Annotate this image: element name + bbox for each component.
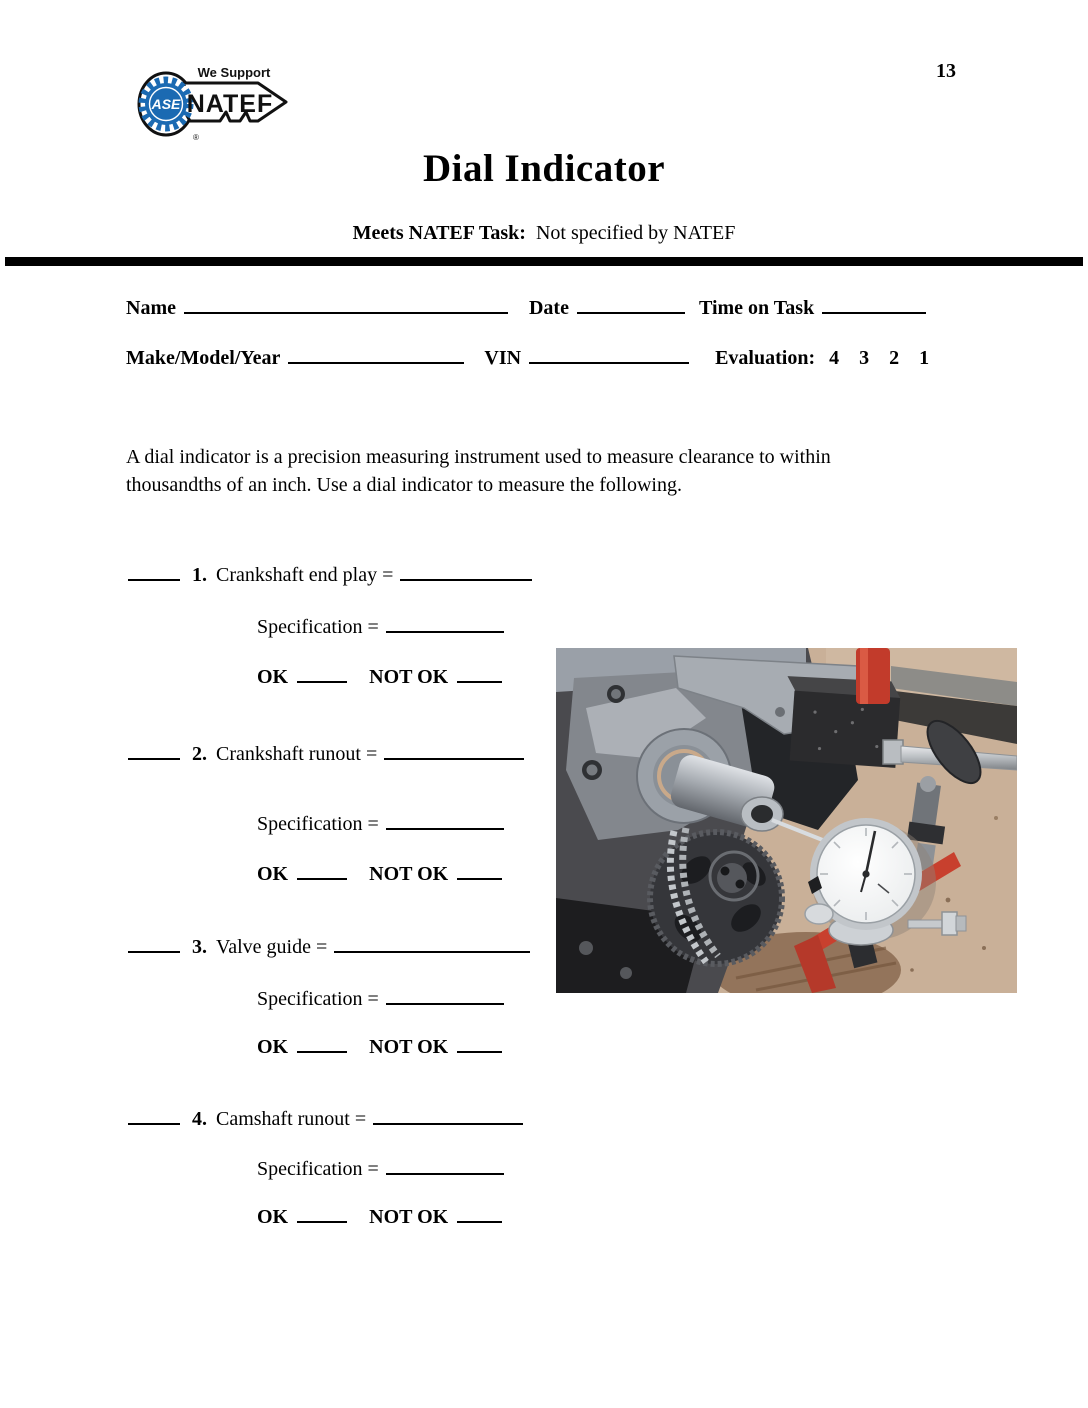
item-4-number: 4.: [192, 1108, 207, 1130]
item-2-ok-line: [257, 863, 502, 886]
item-3-ok-line: [257, 1036, 502, 1059]
meets-natef-task-label: Meets NATEF Task:: [352, 222, 526, 244]
evaluation-score-3: 3: [859, 347, 870, 369]
item-2-label: Crankshaft runout =: [216, 743, 378, 765]
specification-label: Specification =: [257, 1158, 379, 1180]
dial-side-drum: [805, 904, 833, 924]
specification-label: Specification =: [257, 616, 379, 638]
item-2-line: [128, 743, 524, 766]
evaluation-score-4: 4: [829, 347, 840, 369]
item-3-specification-blank: [386, 988, 504, 1005]
ok-label: OK: [257, 1036, 289, 1058]
item-4-label: Camshaft runout =: [216, 1108, 367, 1130]
item-3-number: 3.: [192, 936, 207, 958]
not-ok-label: NOT OK: [369, 1036, 449, 1058]
time-on-task-blank: [822, 297, 926, 314]
item-4-ok-line: [257, 1206, 502, 1229]
ok-label: OK: [257, 1206, 289, 1228]
rod-hex-nut: [883, 740, 903, 764]
natef-text: NATEF: [186, 90, 274, 118]
page-title: Dial Indicator: [422, 147, 666, 190]
not-ok-label: NOT OK: [369, 666, 449, 688]
intro-line-1: A dial indicator is a precision measuring instrument used to measure clearance to within: [126, 446, 831, 468]
item-1-value-blank: [400, 564, 532, 581]
vin-label: VIN: [484, 347, 522, 369]
item-4-specification-blank: [386, 1158, 504, 1175]
timing-gear: [650, 828, 782, 964]
time-on-task-label: Time on Task: [698, 297, 815, 319]
item-2-specification-blank: [386, 813, 504, 830]
item-1-number: 1.: [192, 564, 207, 586]
item-2-value-blank: [384, 743, 524, 760]
item-2-not-ok-blank: [457, 863, 502, 880]
evaluation-label: Evaluation:: [715, 347, 816, 369]
item-3-ok-blank: [297, 1036, 347, 1053]
dial-indicator-photo: [556, 648, 1017, 993]
item-3-not-ok-blank: [457, 1036, 502, 1053]
not-ok-label: NOT OK: [369, 1206, 449, 1228]
item-3-label: Valve guide =: [216, 936, 328, 958]
natef-logo: [130, 52, 302, 150]
intro-line-2: thousandths of an inch. Use a dial indicator to measure the following.: [126, 474, 682, 496]
item-4-specification-line: [257, 1158, 504, 1181]
evaluation-score-2: 2: [889, 347, 900, 369]
item-1-line: [128, 564, 532, 587]
registered-mark: ®: [193, 133, 199, 142]
make-model-year-label: Make/Model/Year: [126, 347, 281, 369]
meets-natef-task-line: [0, 222, 1088, 245]
vin-blank: [529, 347, 689, 364]
item-1-score-blank: [128, 564, 180, 581]
meets-natef-task-value: Not specified by NATEF: [535, 222, 736, 244]
we-support-text: We Support: [197, 65, 271, 80]
item-2-ok-blank: [297, 863, 347, 880]
item-1-ok-blank: [297, 666, 347, 683]
item-3-value-blank: [334, 936, 530, 953]
evaluation-score-1: 1: [919, 347, 930, 369]
item-4-value-blank: [373, 1108, 523, 1125]
specification-label: Specification =: [257, 813, 379, 835]
name-label: Name: [126, 297, 176, 319]
item-4-line: [128, 1108, 523, 1131]
item-2-specification-line: [257, 813, 504, 836]
item-1-label: Crankshaft end play =: [216, 564, 394, 586]
item-1-not-ok-blank: [457, 666, 502, 683]
ase-text: ASE: [151, 96, 181, 112]
item-3-line: [128, 936, 530, 959]
make-model-year-blank: [288, 347, 464, 364]
header-divider: [5, 257, 1083, 266]
not-ok-label: NOT OK: [369, 863, 449, 885]
page-number: 13: [936, 60, 956, 82]
name-blank: [184, 297, 508, 314]
intro-paragraph: [126, 443, 831, 499]
ok-label: OK: [257, 863, 289, 885]
form-row-vehicle-evaluation: [126, 347, 929, 370]
item-4-score-blank: [128, 1108, 180, 1125]
item-1-specification-blank: [386, 616, 504, 633]
item-4-ok-blank: [297, 1206, 347, 1223]
date-label: Date: [528, 297, 569, 319]
ok-label: OK: [257, 666, 289, 688]
item-1-specification-line: [257, 616, 504, 639]
item-2-number: 2.: [192, 743, 207, 765]
item-1-ok-line: [257, 666, 502, 689]
item-3-score-blank: [128, 936, 180, 953]
specification-label: Specification =: [257, 988, 379, 1010]
item-4-not-ok-blank: [457, 1206, 502, 1223]
item-2-score-blank: [128, 743, 180, 760]
date-blank: [577, 297, 685, 314]
item-3-specification-line: [257, 988, 504, 1011]
form-row-name-date-time: [126, 297, 926, 320]
